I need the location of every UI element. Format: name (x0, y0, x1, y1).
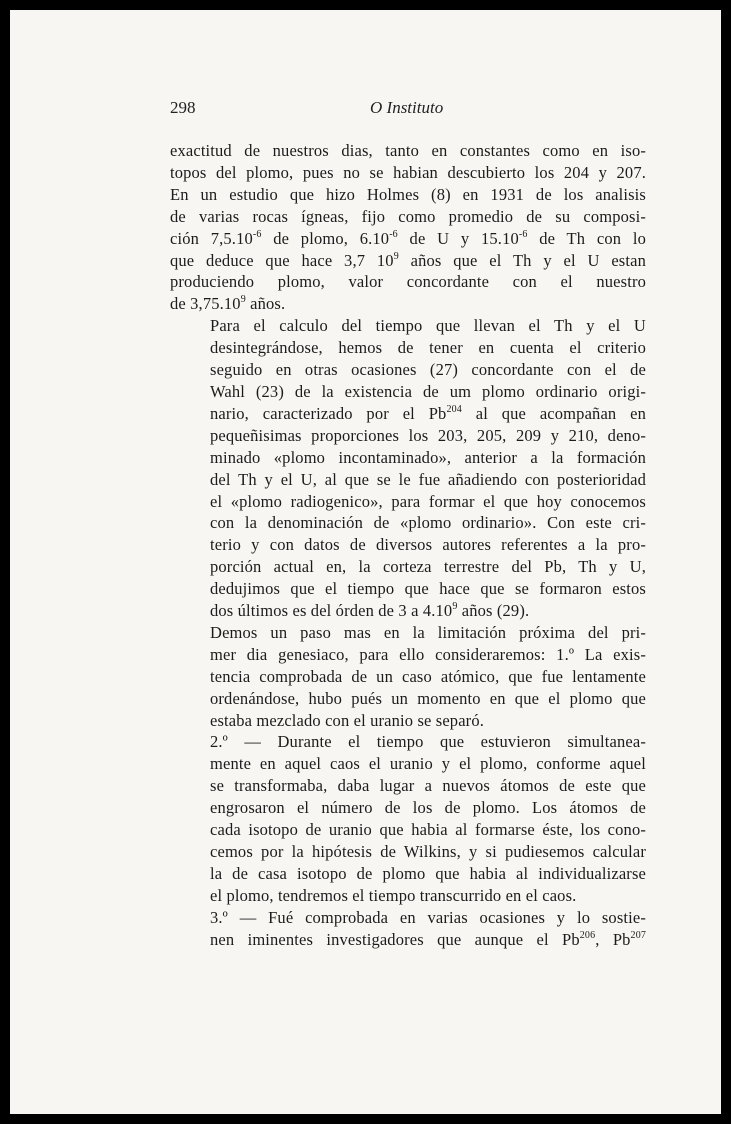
book-page (10, 10, 721, 1114)
paragraph (170, 731, 646, 906)
text-line: engrosaron el número de los de plomo. Los átomos de (210, 798, 646, 818)
text-line: En un estudio que hizo Holmes (8) en 1931 de los analisis (170, 184, 646, 204)
paragraph (170, 907, 646, 951)
text-line: produciendo plomo, valor concordante con el nuestro (170, 272, 646, 292)
text-line: tencia comprobada de un caso atómico, que fue lentamente (210, 666, 646, 686)
paragraph (170, 315, 646, 622)
text-line: de 3,75.10$^9$ años. (170, 294, 286, 314)
page-number: 298 (170, 98, 196, 117)
text-line: estaba mezclado con el uranio se separó. (210, 710, 485, 730)
paragraph (170, 140, 646, 315)
text-line: exactitud de nuestros dias, tanto en constantes como en iso- (170, 141, 646, 160)
text-line: 3.º — Fué comprobada en varias ocasiones y lo sostie- (210, 907, 646, 927)
text-line: topos del plomo, pues no se habian descubierto los 204 y 207. (170, 162, 646, 182)
text-line: terio y con datos de diversos autores referentes a la pro- (210, 535, 646, 555)
text-line: cada isotopo de uranio que habia al formarse éste, los cono- (210, 820, 646, 840)
text-line: dedujimos que el tiempo que hace que se formaron estos (210, 579, 646, 599)
text-line: mente en aquel caos el uranio y el plomo, conforme aquel (210, 754, 646, 774)
text-line: se transformaba, daba lugar a nuevos átomos de este que (210, 776, 646, 796)
text-line: de varias rocas ígneas, fijo como promedio de su composi- (170, 206, 646, 226)
text-line: ordenándose, hubo pués un momento en que el plomo que (210, 688, 646, 708)
text-line: porción actual en, la corteza terrestre del Pb, Th y U, (210, 557, 646, 577)
text-line: Wahl (23) de la existencia de um plomo ordinario origi- (210, 381, 646, 401)
journal-title: O Instituto (370, 98, 444, 117)
paragraph (170, 622, 646, 732)
text-line: Para el calculo del tiempo que llevan el Th y el U (210, 316, 646, 336)
text-line: que deduce que hace 3,7 $10^9$ años que el Th y el U estan (170, 250, 646, 270)
text-line: desintegrándose, hemos de tener en cuenta el criterio (210, 338, 646, 358)
text-line: minado «plomo incontaminado», anterior a la formación (210, 447, 646, 467)
text-line: con la denominación de «plomo ordinario». Con este cri- (210, 513, 646, 533)
text-line: cemos por la hipótesis de Wilkins, y si pudiesemos calcular (210, 842, 646, 861)
body-text (170, 140, 646, 951)
text-line: dos últimos es del órden de 3 a 4.10$^9$ años (29). (210, 601, 530, 621)
running-head (170, 98, 650, 122)
text-line: seguido en otras ocasiones (27) concordante con el de (210, 360, 646, 380)
text-line: nen iminentes investigadores que aunque el Pb$^{206}$, Pb$^{207}$ (210, 929, 646, 949)
text-line: mer dia genesiaco, para ello consideraremos: 1.º La exis- (210, 644, 646, 664)
text-line: 2.º — Durante el tiempo que estuvieron simultanea- (210, 732, 646, 752)
text-line: el «plomo radiogenico», para formar el que hoy conocemos (210, 491, 646, 511)
text-line: el plomo, tendremos el tiempo transcurrido en el caos. (210, 885, 577, 905)
text-line: la de casa isotopo de plomo que habia al individualizarse (210, 863, 646, 883)
text-line: del Th y el U, al que se le fue añadiendo con posterioridad (210, 469, 646, 489)
text-line: pequeñisimas proporciones los 203, 205, 209 y 210, deno- (210, 425, 646, 445)
text-line: Demos un paso mas en la limitación próxima del pri- (210, 622, 646, 642)
text-line: ción $7,5.10^{-6}$ de plomo, $6.10^{-6}$ de U y $15.10^{-6}$ de Th con lo (170, 228, 646, 248)
text-line: nario, caracterizado por el Pb$^{204}$ al que acompañan en (210, 403, 647, 423)
